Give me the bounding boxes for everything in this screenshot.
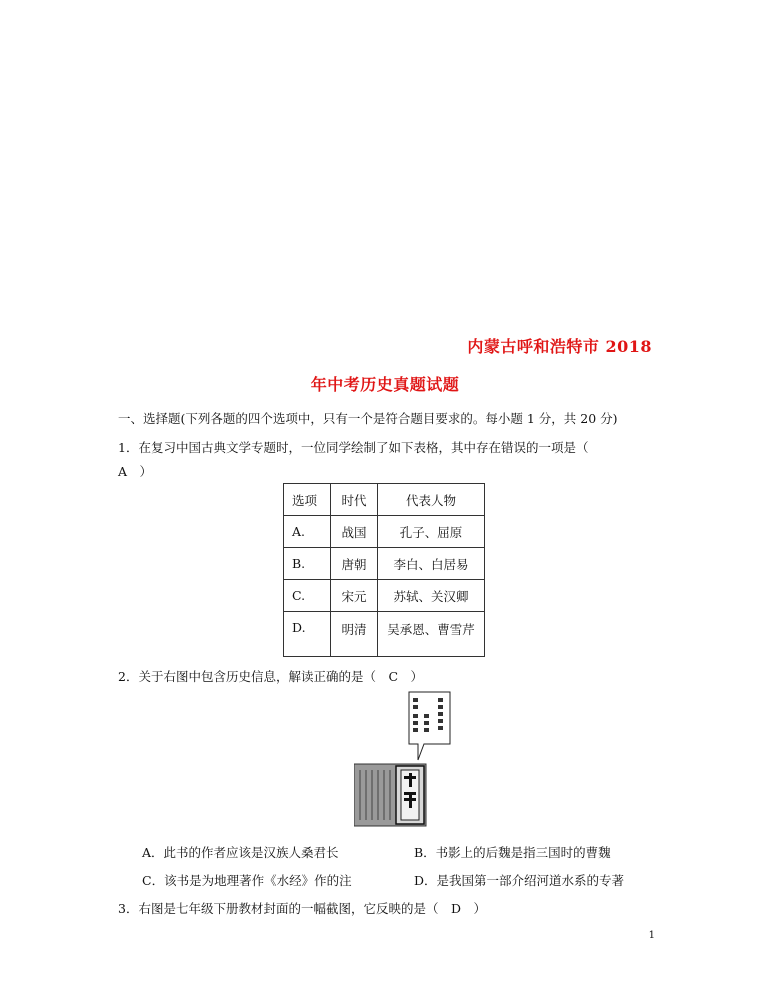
question-2-stem: 2．关于右图中包含历史信息，解读正确的是（ C ） bbox=[118, 669, 424, 684]
table-cell: 孔子、屈原 bbox=[378, 516, 485, 548]
question-2-option-c: C．该书是为地理著作《水经》作的注 bbox=[142, 873, 352, 888]
question-3-stem: 3．右图是七年级下册教材封面的一幅截图，它反映的是（ D ） bbox=[118, 901, 486, 916]
header-cell: 代表人物 bbox=[378, 484, 485, 516]
table-header-row bbox=[284, 484, 485, 516]
header-cell: 时代 bbox=[331, 484, 378, 516]
literature-table bbox=[283, 483, 485, 657]
table-cell: D. bbox=[284, 612, 331, 657]
shuijingzhu-book-image bbox=[354, 690, 454, 830]
table-row bbox=[284, 516, 485, 548]
table-cell: 明清 bbox=[331, 612, 378, 657]
table-cell: 唐朝 bbox=[331, 548, 378, 580]
table-cell: 李白、白居易 bbox=[378, 548, 485, 580]
table-row bbox=[284, 548, 485, 580]
title-line-2: 年中考历史真题试题 bbox=[310, 375, 460, 394]
table-cell: 苏轼、关汉卿 bbox=[378, 580, 485, 612]
table-cell: 宋元 bbox=[331, 580, 378, 612]
question-1-stem: 1．在复习中国古典文学专题时，一位同学绘制了如下表格，其中存在错误的一项是（ bbox=[118, 440, 589, 455]
table-row bbox=[284, 580, 485, 612]
table-cell: B. bbox=[284, 548, 331, 580]
question-2-option-a: A．此书的作者应该是汉族人桑君长 bbox=[142, 845, 339, 860]
page-number: 1 bbox=[648, 930, 655, 941]
table-cell: 战国 bbox=[331, 516, 378, 548]
question-2-option-d: D．是我国第一部介绍河道水系的专著 bbox=[414, 873, 625, 888]
title-line-1: 内蒙古呼和浩特市 2018 bbox=[467, 337, 652, 356]
table-cell: C. bbox=[284, 580, 331, 612]
section-heading: 一、选择题(下列各题的四个选项中，只有一个是符合题目要求的。每小题 1 分，共 20 分) bbox=[118, 411, 618, 426]
table-cell: A. bbox=[284, 516, 331, 548]
question-1-answer: A ） bbox=[118, 464, 153, 479]
header-cell: 选项 bbox=[284, 484, 331, 516]
question-2-option-b: B．书影上的后魏是指三国时的曹魏 bbox=[414, 845, 611, 860]
table-row bbox=[284, 612, 485, 657]
table-cell: 吴承恩、曹雪芹 bbox=[378, 612, 485, 657]
